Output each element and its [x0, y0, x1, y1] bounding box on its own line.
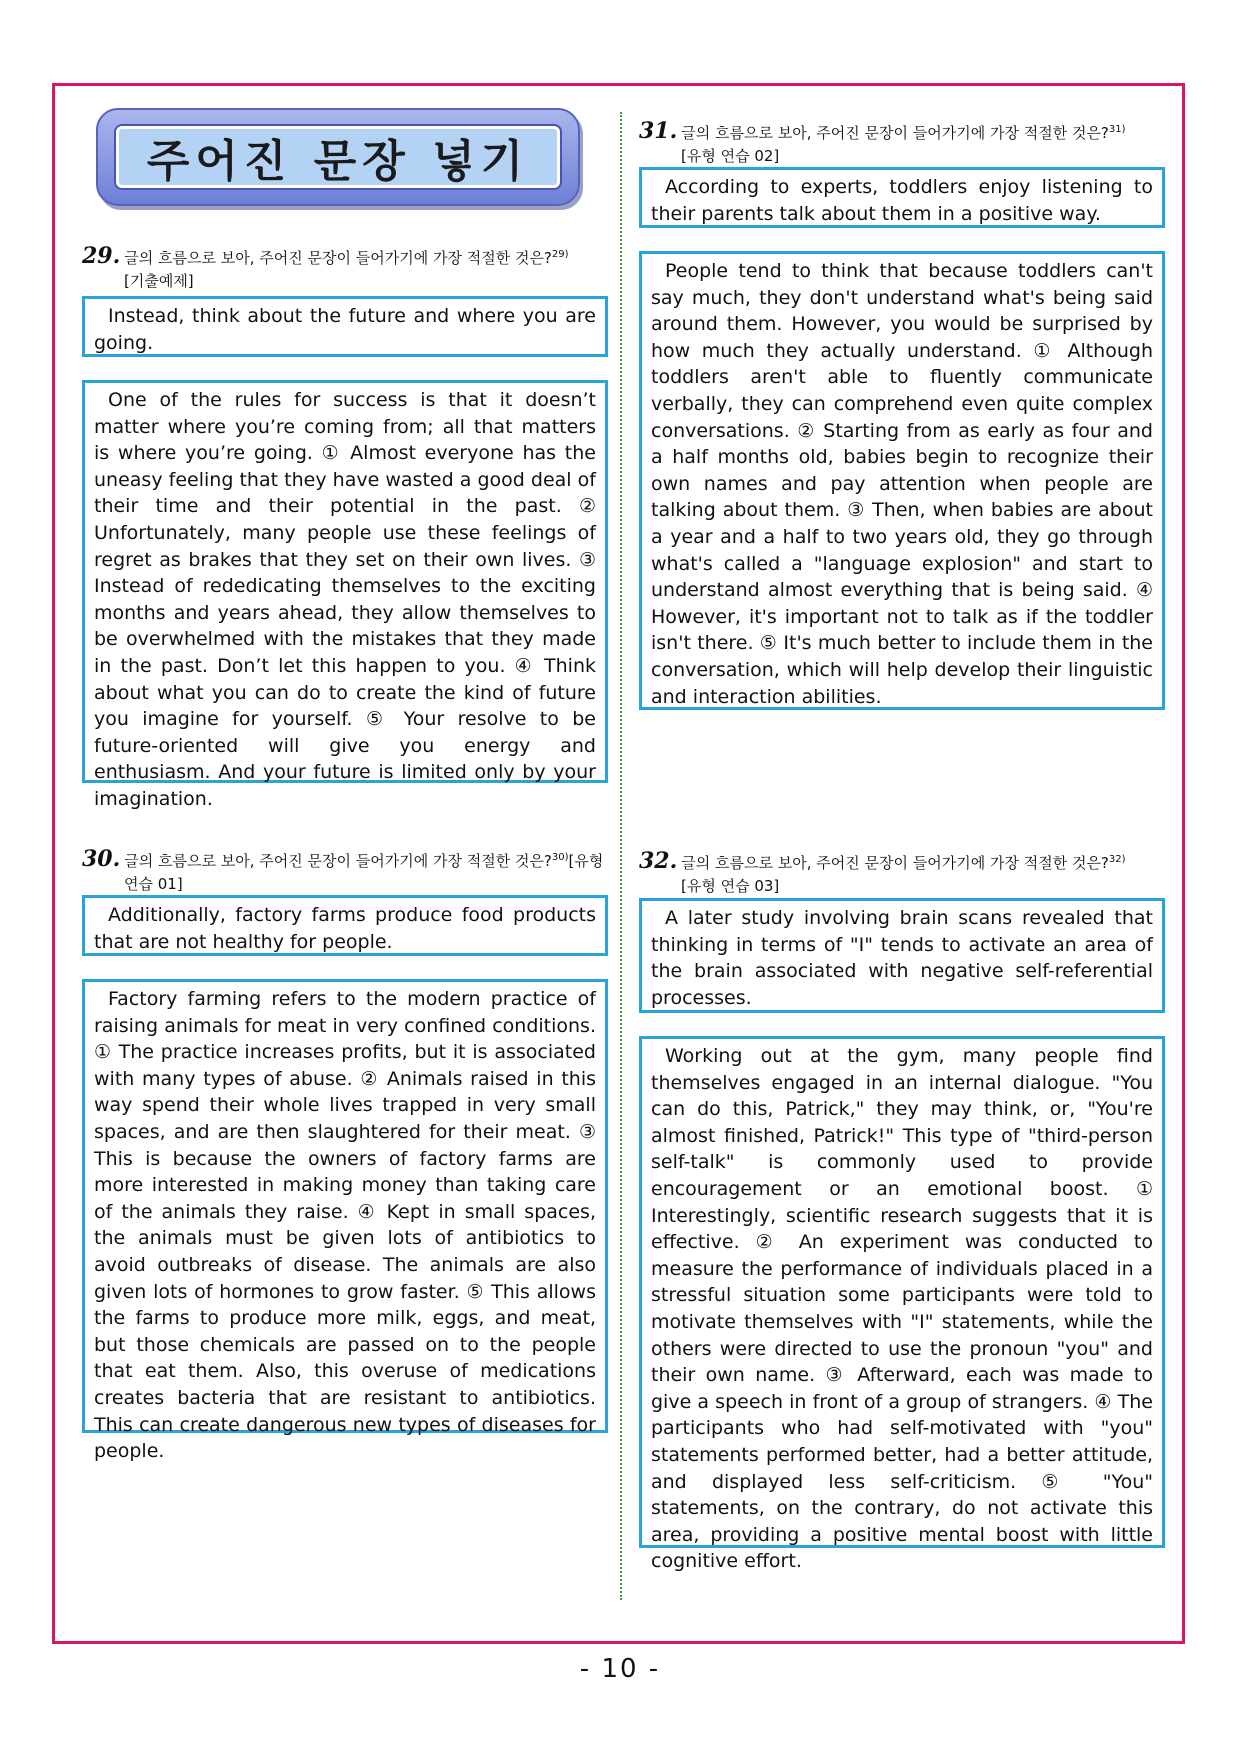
question-31-passage: People tend to think that because toddlers can't say much, they don't understand what's being said around them. However, you would be surprised by how much they actually understand. ① Although toddlers aren't able to fluently communicate verbally, they can comprehend even quite complex conversations. ② Starting from as early as four and a half months old, babies begin to recognize their own names and pay attention when people are talking about them. ③ Then, when babies are about a year and a half to two years old, they go through what's called a "language explosion" and start to understand almost everything that is being said. ④ However, it's important not to talk as if the toddler isn't there. ⑤ It's much better to include them in the conversation, which will help develop their linguistic and interaction abilities. — [639, 251, 1165, 710]
page-number: - 10 - — [579, 1654, 661, 1684]
question-prompt: 글의 흐름으로 보아, 주어진 문장이 들어가기에 가장 적절한 것은? — [681, 854, 1109, 872]
footnote-marker: 29) — [551, 249, 569, 260]
question-tag: [기출예제] — [124, 272, 194, 290]
column-divider — [620, 112, 622, 1600]
question-prompt: 글의 흐름으로 보아, 주어진 문장이 들어가기에 가장 적절한 것은? — [124, 852, 552, 870]
question-tag: [유형 연습 01] — [124, 852, 604, 893]
question-31-header — [639, 118, 1165, 168]
question-number: 30. — [82, 846, 121, 872]
section-title-banner — [96, 108, 580, 206]
footnote-marker: 32) — [1108, 854, 1126, 865]
question-30-given-sentence: Additionally, factory farms produce food products that are not healthy for people. — [82, 895, 608, 956]
question-prompt: 글의 흐름으로 보아, 주어진 문장이 들어가기에 가장 적절한 것은? — [124, 249, 552, 267]
question-30-header — [82, 846, 608, 896]
question-number: 31. — [639, 118, 678, 144]
question-number: 32. — [639, 848, 678, 874]
question-tag: [유형 연습 02] — [681, 147, 780, 165]
question-29-passage: One of the rules for success is that it doesn’t matter where you’re coming from; all that matters is where you’re going. ① Almost everyone has the uneasy feeling that they have wasted a good deal of their time and their potential in the past. ② Unfortunately, many people use these feelings of regret as brakes that they set on their own lives. ③ Instead of rededicating themselves to the exciting months and years ahead, they allow themselves to be overwhelmed with the mistakes that they made in the past. Don’t let this happen to you. ④ Think about what you can do to create the kind of future you imagine for yourself. ⑤ Your resolve to be future-oriented will give you energy and enthusiasm. And your future is limited only by your imagination. — [82, 380, 608, 783]
footnote-marker: 30) — [551, 852, 569, 863]
footnote-marker: 31) — [1108, 124, 1126, 135]
question-32-header — [639, 848, 1165, 898]
question-32-passage: Working out at the gym, many people find themselves engaged in an internal dialogue. "You can do this, Patrick," they may think, or, "You're almost finished, Patrick!" This type of "third-person self-talk" is commonly used to provide encouragement or an emotional boost. ① Interestingly, scientific research suggests that it is effective. ② An experiment was conducted to measure the performance of individuals placed in a stressful situation some participants were told to motivate themselves with "I" statements, while the others were directed to use the pronoun "you" and their own name. ③ Afterward, each was made to give a speech in front of a group of strangers. ④ The participants who had self-motivated with "you" statements performed better, had a better attitude, and displayed less self-criticism. ⑤ "You" statements, on the contrary, do not activate this area, providing a positive mental boost with little cognitive effort. — [639, 1036, 1165, 1548]
section-title: 주어진 문장 넣기 — [146, 136, 530, 187]
question-prompt: 글의 흐름으로 보아, 주어진 문장이 들어가기에 가장 적절한 것은? — [681, 124, 1109, 142]
question-30-passage: Factory farming refers to the modern practice of raising animals for meat in very confined conditions. ① The practice increases profits, but it is associated with many types of abuse. ② Animals raised in this way spend their whole lives trapped in very small spaces, and are then slaughtered for their meat. ③ This is because the owners of factory farms are more interested in making money than taking care of the animals they raise. ④ Kept in small spaces, the animals must be given lots of antibiotics to avoid outbreaks of disease. The animals are also given lots of hormones to grow faster. ⑤ This allows the farms to produce more milk, eggs, and meat, but those chemicals are passed on to the people that eat them. Also, this overuse of medications creates bacteria that are resistant to antibiotics. This can create dangerous new types of diseases for people. — [82, 979, 608, 1433]
question-31-given-sentence: According to experts, toddlers enjoy listening to their parents talk about them in a positive way. — [639, 167, 1165, 228]
section-title-panel — [116, 126, 560, 188]
question-tag: [유형 연습 03] — [681, 877, 780, 895]
question-29-header — [82, 243, 608, 293]
question-29-given-sentence: Instead, think about the future and where you are going. — [82, 296, 608, 357]
question-32-given-sentence: A later study involving brain scans revealed that thinking in terms of "I" tends to activate an area of the brain associated with negative self-referential processes. — [639, 898, 1165, 1013]
question-number: 29. — [82, 243, 121, 269]
